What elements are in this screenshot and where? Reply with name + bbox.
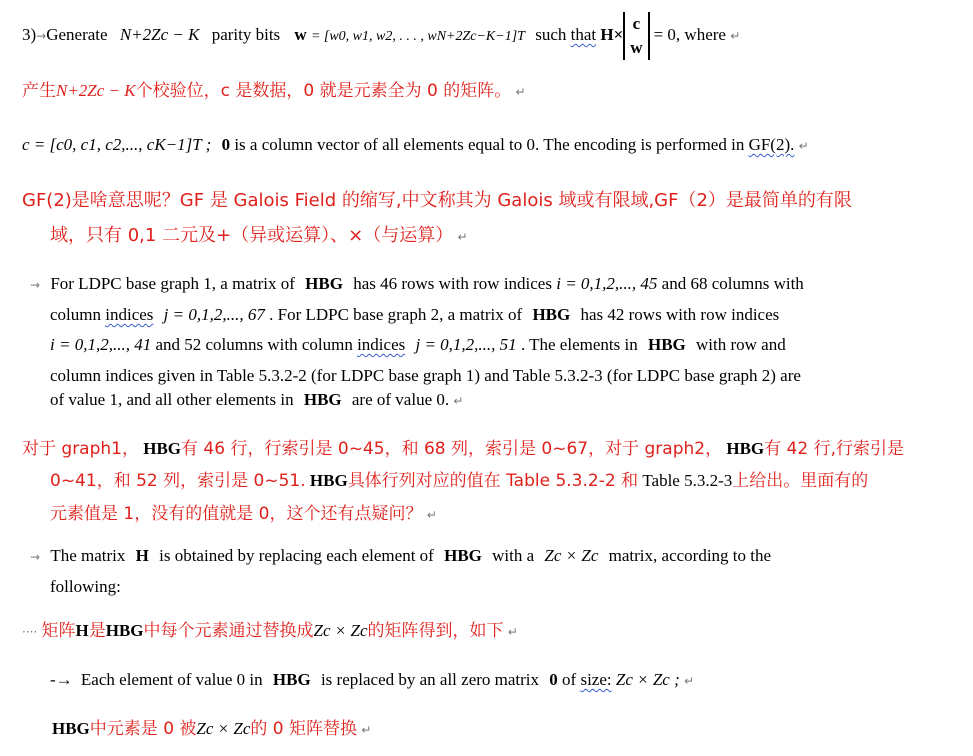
elements-in-text: . The elements in bbox=[520, 335, 638, 354]
ldpc-para-line5 bbox=[50, 389, 463, 412]
cn-graph-line3 bbox=[50, 503, 437, 526]
row-and-text: with row and bbox=[696, 335, 786, 354]
formula-parity-count-cn: N+2Zc − K bbox=[56, 81, 136, 100]
ldpc-para-line2 bbox=[50, 304, 779, 326]
hbg-symbol-line10: HBG bbox=[52, 719, 90, 738]
hbg-symbol: HBG bbox=[305, 274, 343, 293]
paragraph-mark-icon: ↵ bbox=[426, 508, 437, 522]
cn-zero-element-line bbox=[52, 718, 371, 741]
ldpc-bg1-text: For LDPC base graph 1, a matrix of bbox=[50, 274, 295, 293]
zc-zc-formula: Zc × Zc bbox=[544, 546, 599, 565]
cn-table-ref: 具体行列对应的值在 Table 5.3.2-2 和 bbox=[347, 471, 639, 491]
hbg-symbol: HBG bbox=[444, 546, 482, 565]
bg2-cols-text: and 52 columns with column bbox=[155, 335, 353, 354]
paragraph-mark-icon: ↵ bbox=[507, 625, 518, 639]
value-one-text: of value 1, and all other elements in bbox=[50, 390, 294, 409]
matrix-h-line2 bbox=[50, 576, 121, 598]
paragraph-mark-icon: ↵ bbox=[730, 28, 741, 43]
generate-word: Generate bbox=[46, 24, 108, 44]
paragraph-mark-icon: ↵ bbox=[798, 139, 809, 153]
replaced-text: is replaced by an all zero matrix bbox=[320, 670, 540, 689]
value-zero-text: are of value 0. bbox=[351, 390, 450, 409]
cn-is: 是 bbox=[88, 621, 106, 641]
bg1-rows-text: has 46 rows with row indices bbox=[353, 274, 552, 293]
line-c-definition bbox=[22, 134, 809, 157]
bg1-col-indices: j = 0,1,2,..., 67 bbox=[163, 305, 265, 324]
parity-bits-text: parity bits bbox=[211, 24, 281, 44]
paragraph-mark-icon: ↵ bbox=[453, 394, 464, 408]
gf-explanation-line1: GF(2)是啥意思呢？GF 是 Galois Field 的缩写,中文称其为 Galois 域或有限域,GF（2）是最简单的有限 bbox=[22, 190, 852, 211]
line-cn-parity bbox=[22, 80, 526, 103]
cn-graph-line2 bbox=[50, 470, 868, 492]
bg2-text: . For LDPC base graph 2, a matrix of bbox=[269, 305, 523, 324]
c-vector-definition: c = [c0, c1, c2,..., cK−1]T ; bbox=[22, 135, 212, 154]
hbg-symbol: HBG bbox=[309, 471, 348, 490]
hbg-symbol-cn: HBG bbox=[105, 621, 144, 640]
h-symbol: H bbox=[135, 546, 149, 565]
zero-vector-symbol: 0 bbox=[221, 135, 231, 154]
cn-graph2-desc: 有 42 行,行索引是 bbox=[764, 439, 904, 459]
matrix-c: c bbox=[632, 14, 641, 33]
ldpc-para-line4: column indices given in Table 5.3.2-2 (for LDPC base graph 1) and Table 5.3.2-3 (for LDPC base graph 2) are bbox=[50, 366, 801, 385]
zc-zc-size: Zc × Zc ; bbox=[615, 670, 680, 689]
cn-obtained: 的矩阵得到，如下 bbox=[367, 621, 504, 641]
cw-column-matrix bbox=[623, 12, 649, 60]
bg1-row-indices: i = 0,1,2,..., 45 bbox=[556, 274, 658, 293]
gf-explanation-line2-text: 域，只有 0,1 二元及+（异或运算）、×（与运算） bbox=[50, 225, 454, 246]
zc-zc-formula-line10: Zc × Zc bbox=[196, 719, 251, 738]
with-a-text: with a bbox=[492, 546, 535, 565]
H-symbol: H× bbox=[600, 24, 624, 44]
indices-word-2: indices bbox=[357, 335, 406, 354]
cn-given: 上给出。里面有的 bbox=[732, 471, 869, 491]
cn-matrix: 矩阵 bbox=[41, 621, 76, 641]
cn-graph-line1 bbox=[22, 438, 904, 460]
hbg-symbol: HBG bbox=[303, 390, 342, 409]
cn-graph2-cols: 0~41，和 52 列，索引是 0~51. bbox=[50, 471, 306, 491]
size-word: size: bbox=[580, 670, 612, 689]
paragraph-mark-icon: ↵ bbox=[684, 674, 695, 688]
bg2-col-indices: j = 0,1,2,..., 51 bbox=[415, 335, 517, 354]
line-generate bbox=[22, 12, 740, 60]
such-word: such bbox=[535, 24, 567, 44]
the-matrix-text: The matrix bbox=[50, 546, 126, 565]
matrix-h-line1 bbox=[30, 545, 771, 568]
following-text: following: bbox=[50, 577, 121, 596]
bg2-row-indices: i = 0,1,2,..., 41 bbox=[50, 335, 152, 354]
step-number: 3) bbox=[22, 24, 37, 44]
obtained-text: is obtained by replacing each element of bbox=[159, 546, 434, 565]
zero-vector-text: is a column vector of all elements equal to 0. The encoding is performed in bbox=[234, 135, 745, 154]
hbg-symbol: HBG bbox=[647, 335, 686, 354]
zero-matrix-symbol: 0 bbox=[549, 670, 558, 689]
h-symbol-cn: H bbox=[75, 621, 89, 640]
paragraph-mark-icon: ↵ bbox=[457, 230, 468, 244]
ldpc-para-line3 bbox=[50, 334, 786, 356]
column-word: column bbox=[50, 305, 101, 324]
hbg-symbol: HBG bbox=[726, 439, 765, 458]
gf-explanation-line2 bbox=[50, 225, 468, 248]
cn-zero-matrix: 的 0 矩阵替换 bbox=[250, 719, 358, 739]
each-element-text: Each element of value 0 in bbox=[80, 670, 263, 689]
cn-graph1: 对于 graph1， bbox=[22, 439, 139, 459]
hbg-symbol: HBG bbox=[272, 670, 311, 689]
arrow-mark-icon: → bbox=[36, 28, 47, 43]
cn-matrix-h-line bbox=[22, 620, 518, 643]
indices-word: indices bbox=[105, 305, 154, 324]
zero-element-line bbox=[50, 669, 694, 692]
hbg-symbol: HBG bbox=[532, 305, 571, 324]
cn-graph1-desc: 有 46 行，行索引是 0~45，和 68 列，索引是 0~67，对于 graph2， bbox=[181, 439, 723, 459]
formula-parity-count: N+2Zc − K bbox=[119, 24, 200, 44]
paragraph-mark-icon: ↵ bbox=[361, 723, 372, 737]
of-word: of bbox=[562, 670, 577, 689]
w-symbol: w bbox=[294, 24, 307, 44]
cn-zero-replace: 中元素是 0 被 bbox=[89, 719, 197, 739]
cn-parity-desc: 个校验位，c 是数据，0 就是元素全为 0 的矩阵。 bbox=[135, 81, 512, 101]
zc-zc-formula-cn: Zc × Zc bbox=[313, 621, 368, 640]
equals-zero-where: = 0, where bbox=[653, 24, 726, 44]
bullet-arrow-icon: → bbox=[30, 550, 41, 564]
cn-question: 元素值是 1，没有的值就是 0，这个还有点疑问？ bbox=[50, 504, 423, 524]
matrix-according-text: matrix, according to the bbox=[608, 546, 772, 565]
ldpc-para-line1 bbox=[30, 273, 804, 296]
paragraph-mark-icon: ↵ bbox=[515, 85, 526, 99]
indent-dots: ···· bbox=[22, 625, 38, 639]
cn-replace: 中每个元素通过替换成 bbox=[143, 621, 314, 641]
table-ref-black: Table 5.3.2-3 bbox=[642, 471, 733, 490]
dash-arrow: -→ bbox=[50, 670, 73, 689]
w-vector: = [w0, w1, w2, . . . , wN+2Zc−K−1]T bbox=[310, 28, 525, 44]
that-word: that bbox=[570, 24, 597, 44]
bg2-rows-text: has 42 rows with row indices bbox=[580, 305, 780, 324]
hbg-symbol: HBG bbox=[143, 439, 182, 458]
matrix-w: w bbox=[630, 38, 643, 57]
bullet-arrow-icon: → bbox=[30, 278, 41, 292]
bg1-cols-text: and 68 columns with bbox=[661, 274, 804, 293]
gf2-text: GF(2). bbox=[748, 135, 795, 154]
cn-generate: 产生 bbox=[22, 81, 56, 101]
